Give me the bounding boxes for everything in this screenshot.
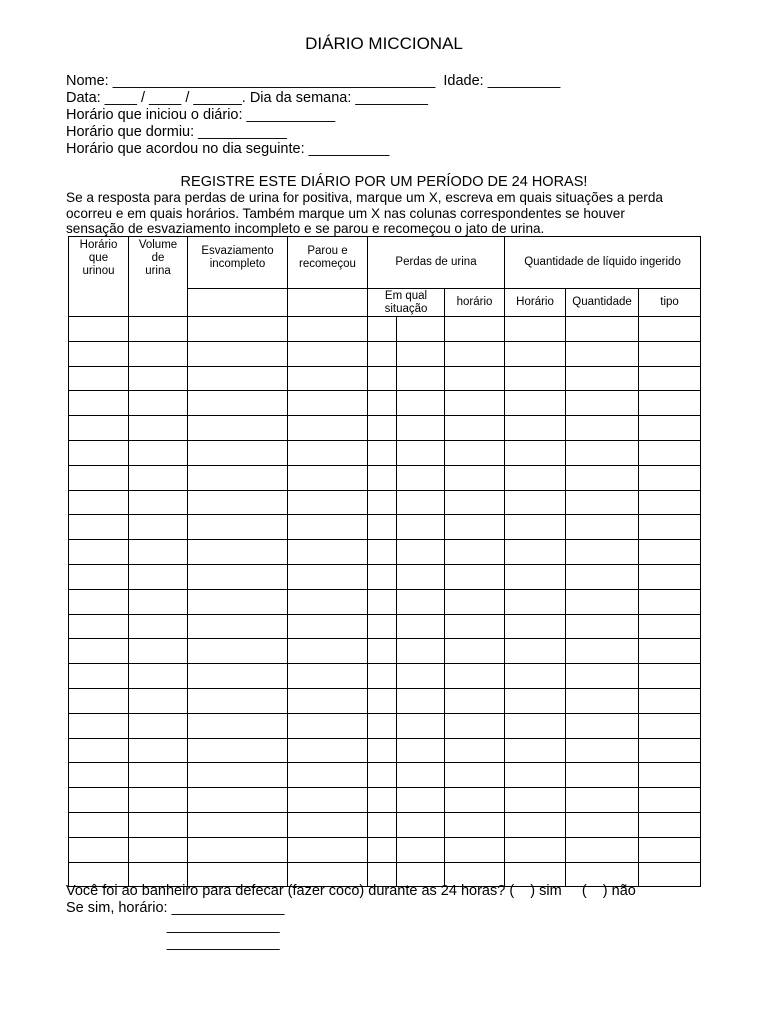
table-cell[interactable] bbox=[505, 490, 566, 515]
table-cell[interactable] bbox=[288, 788, 368, 813]
table-cell[interactable] bbox=[505, 341, 566, 366]
table-cell[interactable] bbox=[639, 664, 701, 689]
table-cell[interactable] bbox=[368, 837, 397, 862]
table-cell[interactable] bbox=[188, 713, 288, 738]
table-cell[interactable] bbox=[566, 341, 639, 366]
table-cell[interactable] bbox=[445, 490, 505, 515]
table-cell[interactable] bbox=[397, 812, 445, 837]
table-cell[interactable] bbox=[368, 391, 397, 416]
table-cell[interactable] bbox=[397, 440, 445, 465]
table-cell[interactable] bbox=[639, 788, 701, 813]
table-cell[interactable] bbox=[288, 515, 368, 540]
table-row bbox=[69, 391, 701, 416]
table-cell[interactable] bbox=[69, 416, 129, 441]
table-row bbox=[69, 664, 701, 689]
table-cell[interactable] bbox=[639, 614, 701, 639]
table-cell[interactable] bbox=[288, 341, 368, 366]
table-cell[interactable] bbox=[397, 341, 445, 366]
table-cell[interactable] bbox=[445, 391, 505, 416]
table-cell[interactable] bbox=[129, 837, 188, 862]
table-row bbox=[69, 738, 701, 763]
table-cell[interactable] bbox=[188, 788, 288, 813]
table-cell[interactable] bbox=[639, 589, 701, 614]
table-cell[interactable] bbox=[397, 589, 445, 614]
subheader-horario-liquido: Horário bbox=[505, 289, 566, 317]
table-row bbox=[69, 614, 701, 639]
table-cell[interactable] bbox=[368, 664, 397, 689]
table-cell[interactable] bbox=[129, 738, 188, 763]
wake-time-line: Horário que acordou no dia seguinte: __________ bbox=[66, 141, 390, 157]
table-cell[interactable] bbox=[639, 391, 701, 416]
table-cell[interactable] bbox=[639, 812, 701, 837]
table-cell[interactable] bbox=[188, 317, 288, 342]
table-cell[interactable] bbox=[445, 465, 505, 490]
table-cell[interactable] bbox=[639, 763, 701, 788]
table-cell[interactable] bbox=[129, 366, 188, 391]
table-row bbox=[69, 540, 701, 565]
table-cell[interactable] bbox=[188, 837, 288, 862]
table-cell[interactable] bbox=[288, 837, 368, 862]
header-parou-recomecou: Parou e recomeçou bbox=[288, 237, 368, 289]
table-cell[interactable] bbox=[368, 515, 397, 540]
table-cell[interactable] bbox=[445, 763, 505, 788]
table-cell[interactable] bbox=[397, 490, 445, 515]
table-cell[interactable] bbox=[368, 564, 397, 589]
table-cell[interactable] bbox=[368, 738, 397, 763]
table-cell[interactable] bbox=[69, 440, 129, 465]
table-cell[interactable] bbox=[188, 664, 288, 689]
table-cell[interactable] bbox=[397, 788, 445, 813]
defecation-time-line: Se sim, horário: ______________ bbox=[66, 900, 285, 916]
table-cell[interactable] bbox=[69, 639, 129, 664]
name-age-line: Nome: ________________________________________ Idade: _________ bbox=[66, 73, 561, 89]
table-row bbox=[69, 465, 701, 490]
table-cell[interactable] bbox=[129, 490, 188, 515]
table-cell[interactable] bbox=[188, 540, 288, 565]
table-cell[interactable] bbox=[505, 664, 566, 689]
table-cell[interactable] bbox=[288, 614, 368, 639]
table-cell[interactable] bbox=[129, 763, 188, 788]
table-row bbox=[69, 763, 701, 788]
table-cell[interactable] bbox=[445, 688, 505, 713]
table-cell[interactable] bbox=[188, 763, 288, 788]
table-cell[interactable] bbox=[505, 688, 566, 713]
table-cell[interactable] bbox=[505, 788, 566, 813]
table-cell[interactable] bbox=[188, 366, 288, 391]
subheader-quantidade: Quantidade bbox=[566, 289, 639, 317]
table-cell[interactable] bbox=[505, 589, 566, 614]
table-cell[interactable] bbox=[188, 738, 288, 763]
table-cell[interactable] bbox=[566, 465, 639, 490]
instruction-line: Se a resposta para perdas de urina for positiva, marque um X, escreva em quais situações a perda bbox=[66, 190, 663, 205]
table-cell[interactable] bbox=[188, 589, 288, 614]
table-cell[interactable] bbox=[397, 416, 445, 441]
table-cell[interactable] bbox=[639, 440, 701, 465]
table-cell[interactable] bbox=[288, 540, 368, 565]
diary-start-line: Horário que iniciou o diário: ___________ bbox=[66, 107, 336, 123]
table-cell[interactable] bbox=[69, 515, 129, 540]
table-cell[interactable] bbox=[368, 614, 397, 639]
table-row bbox=[69, 564, 701, 589]
table-cell[interactable] bbox=[505, 837, 566, 862]
table-cell[interactable] bbox=[288, 713, 368, 738]
date-weekday-line: Data: ____ / ____ / ______. Dia da semana: _________ bbox=[66, 90, 428, 106]
instructions bbox=[66, 190, 706, 237]
table-cell[interactable] bbox=[566, 639, 639, 664]
table-row bbox=[69, 515, 701, 540]
table-cell[interactable] bbox=[368, 490, 397, 515]
table-cell[interactable] bbox=[129, 540, 188, 565]
table-cell[interactable] bbox=[368, 812, 397, 837]
table-cell[interactable] bbox=[397, 366, 445, 391]
table-cell[interactable] bbox=[368, 416, 397, 441]
table-row bbox=[69, 788, 701, 813]
table-cell[interactable] bbox=[69, 540, 129, 565]
table-cell[interactable] bbox=[566, 713, 639, 738]
table-cell[interactable] bbox=[566, 490, 639, 515]
table-cell[interactable] bbox=[129, 713, 188, 738]
table-cell[interactable] bbox=[566, 366, 639, 391]
table-cell[interactable] bbox=[639, 490, 701, 515]
table-cell[interactable] bbox=[288, 589, 368, 614]
table-row bbox=[69, 589, 701, 614]
page-title: DIÁRIO MICCIONAL bbox=[305, 34, 463, 53]
table-cell[interactable] bbox=[566, 564, 639, 589]
table-cell[interactable] bbox=[397, 465, 445, 490]
table-cell[interactable] bbox=[188, 688, 288, 713]
table-cell[interactable] bbox=[129, 664, 188, 689]
table-cell[interactable] bbox=[129, 639, 188, 664]
table-cell[interactable] bbox=[445, 713, 505, 738]
table-cell[interactable] bbox=[368, 540, 397, 565]
table-cell[interactable] bbox=[69, 589, 129, 614]
table-cell[interactable] bbox=[639, 688, 701, 713]
table-cell[interactable] bbox=[69, 738, 129, 763]
table-cell[interactable] bbox=[69, 713, 129, 738]
table-cell[interactable] bbox=[445, 664, 505, 689]
table-cell[interactable] bbox=[505, 713, 566, 738]
table-cell[interactable] bbox=[445, 366, 505, 391]
table-cell[interactable] bbox=[639, 862, 701, 887]
subheader-blank bbox=[188, 289, 288, 317]
table-cell[interactable] bbox=[129, 614, 188, 639]
table-cell[interactable] bbox=[505, 515, 566, 540]
table-cell[interactable] bbox=[397, 713, 445, 738]
table-cell[interactable] bbox=[566, 664, 639, 689]
table-cell[interactable] bbox=[639, 416, 701, 441]
table-cell[interactable] bbox=[566, 589, 639, 614]
table-cell[interactable] bbox=[639, 738, 701, 763]
table-cell[interactable] bbox=[129, 788, 188, 813]
table-cell[interactable] bbox=[368, 366, 397, 391]
table-cell[interactable] bbox=[566, 416, 639, 441]
table-cell[interactable] bbox=[639, 341, 701, 366]
table-cell[interactable] bbox=[129, 391, 188, 416]
table-cell[interactable] bbox=[129, 812, 188, 837]
table-cell[interactable] bbox=[129, 564, 188, 589]
table-cell[interactable] bbox=[639, 564, 701, 589]
table-cell[interactable] bbox=[639, 366, 701, 391]
table-cell[interactable] bbox=[505, 639, 566, 664]
table-cell[interactable] bbox=[69, 837, 129, 862]
table-cell[interactable] bbox=[397, 564, 445, 589]
table-cell[interactable] bbox=[69, 614, 129, 639]
table-cell[interactable] bbox=[397, 639, 445, 664]
defecation-time-line: ______________ bbox=[66, 918, 280, 934]
table-cell[interactable] bbox=[288, 416, 368, 441]
table-cell[interactable] bbox=[445, 540, 505, 565]
table-cell[interactable] bbox=[69, 812, 129, 837]
table-cell[interactable] bbox=[445, 589, 505, 614]
table-cell[interactable] bbox=[397, 614, 445, 639]
table-cell[interactable] bbox=[69, 564, 129, 589]
table-cell[interactable] bbox=[445, 812, 505, 837]
instruction-line: sensação de esvaziamento incompleto e se parou e recomeçou o jato de urina. bbox=[66, 221, 545, 236]
table-cell[interactable] bbox=[188, 465, 288, 490]
table-cell[interactable] bbox=[288, 564, 368, 589]
table-cell[interactable] bbox=[288, 763, 368, 788]
table-cell[interactable] bbox=[445, 341, 505, 366]
table-cell[interactable] bbox=[445, 440, 505, 465]
table-cell[interactable] bbox=[445, 639, 505, 664]
table-cell[interactable] bbox=[639, 317, 701, 342]
table-cell[interactable] bbox=[69, 664, 129, 689]
table-cell[interactable] bbox=[566, 763, 639, 788]
table-cell[interactable] bbox=[505, 416, 566, 441]
table-cell[interactable] bbox=[69, 490, 129, 515]
voiding-diary-table bbox=[68, 236, 701, 887]
table-cell[interactable] bbox=[505, 812, 566, 837]
table-row bbox=[69, 812, 701, 837]
table-cell[interactable] bbox=[288, 440, 368, 465]
table-cell[interactable] bbox=[368, 341, 397, 366]
subheader-horario-perda: horário bbox=[445, 289, 505, 317]
table-cell[interactable] bbox=[639, 515, 701, 540]
table-cell[interactable] bbox=[368, 317, 397, 342]
table-cell[interactable] bbox=[445, 738, 505, 763]
table-cell[interactable] bbox=[188, 812, 288, 837]
table-cell[interactable] bbox=[288, 391, 368, 416]
table-row bbox=[69, 341, 701, 366]
table-cell[interactable] bbox=[69, 688, 129, 713]
table-cell[interactable] bbox=[639, 639, 701, 664]
table-cell[interactable] bbox=[129, 416, 188, 441]
table-cell[interactable] bbox=[288, 639, 368, 664]
table-cell[interactable] bbox=[288, 664, 368, 689]
table-row bbox=[69, 688, 701, 713]
header-perdas-de-urina: Perdas de urina bbox=[368, 237, 505, 289]
table-cell[interactable] bbox=[188, 341, 288, 366]
table-cell[interactable] bbox=[129, 317, 188, 342]
header-horario-que-urinou: Horário que urinou bbox=[69, 237, 129, 317]
table-cell[interactable] bbox=[505, 440, 566, 465]
subheader-tipo: tipo bbox=[639, 289, 701, 317]
table-cell[interactable] bbox=[69, 391, 129, 416]
table-cell[interactable] bbox=[566, 540, 639, 565]
table-cell[interactable] bbox=[188, 440, 288, 465]
table-cell[interactable] bbox=[505, 738, 566, 763]
table-row bbox=[69, 837, 701, 862]
table-cell[interactable] bbox=[188, 416, 288, 441]
subheader-em-qual-situacao: Em qual situação bbox=[368, 289, 445, 317]
table-cell[interactable] bbox=[505, 391, 566, 416]
table-cell[interactable] bbox=[69, 317, 129, 342]
table-cell[interactable] bbox=[397, 515, 445, 540]
table-cell[interactable] bbox=[129, 440, 188, 465]
table-cell[interactable] bbox=[368, 465, 397, 490]
table-cell[interactable] bbox=[188, 391, 288, 416]
table-cell[interactable] bbox=[445, 614, 505, 639]
table-cell[interactable] bbox=[188, 490, 288, 515]
table-cell[interactable] bbox=[368, 713, 397, 738]
header-esvaziamento-incompleto: Esvaziamento incompleto bbox=[188, 237, 288, 289]
table-cell[interactable] bbox=[445, 416, 505, 441]
table-cell[interactable] bbox=[445, 837, 505, 862]
table-cell[interactable] bbox=[188, 515, 288, 540]
table-cell[interactable] bbox=[69, 763, 129, 788]
table-cell[interactable] bbox=[129, 465, 188, 490]
table-cell[interactable] bbox=[505, 366, 566, 391]
table-cell[interactable] bbox=[129, 688, 188, 713]
table-cell[interactable] bbox=[505, 564, 566, 589]
table-cell[interactable] bbox=[368, 688, 397, 713]
table-cell[interactable] bbox=[566, 440, 639, 465]
table-cell[interactable] bbox=[69, 341, 129, 366]
table-cell[interactable] bbox=[566, 812, 639, 837]
table-cell[interactable] bbox=[288, 490, 368, 515]
header-volume-de-urina: Volume de urina bbox=[129, 237, 188, 317]
table-cell[interactable] bbox=[505, 763, 566, 788]
defecation-time-line: ______________ bbox=[66, 935, 280, 951]
table-cell[interactable] bbox=[69, 366, 129, 391]
table-cell[interactable] bbox=[188, 564, 288, 589]
instruction-line: ocorreu e em quais horários. Também marque um X nas colunas correspondentes se houver bbox=[66, 205, 625, 221]
table-cell[interactable] bbox=[566, 391, 639, 416]
table-cell[interactable] bbox=[397, 837, 445, 862]
table-cell[interactable] bbox=[188, 614, 288, 639]
sleep-time-line: Horário que dormiu: ___________ bbox=[66, 124, 287, 140]
table-cell[interactable] bbox=[566, 614, 639, 639]
table-row bbox=[69, 366, 701, 391]
table-cell[interactable] bbox=[69, 788, 129, 813]
table-cell[interactable] bbox=[397, 763, 445, 788]
table-cell[interactable] bbox=[397, 540, 445, 565]
table-cell[interactable] bbox=[397, 391, 445, 416]
table-header-row bbox=[69, 237, 701, 289]
table-cell[interactable] bbox=[129, 589, 188, 614]
table-cell[interactable] bbox=[566, 837, 639, 862]
table-cell[interactable] bbox=[368, 589, 397, 614]
table-cell[interactable] bbox=[288, 738, 368, 763]
table-cell[interactable] bbox=[505, 317, 566, 342]
table-row bbox=[69, 713, 701, 738]
table-cell[interactable] bbox=[368, 440, 397, 465]
table-cell[interactable] bbox=[505, 540, 566, 565]
register-heading: REGISTRE ESTE DIÁRIO POR UM PERÍODO DE 24 HORAS! bbox=[180, 174, 588, 190]
table-row bbox=[69, 416, 701, 441]
table-row bbox=[69, 317, 701, 342]
table-cell[interactable] bbox=[288, 688, 368, 713]
table-cell[interactable] bbox=[188, 639, 288, 664]
table-cell[interactable] bbox=[505, 614, 566, 639]
table-cell[interactable] bbox=[639, 465, 701, 490]
table-cell[interactable] bbox=[288, 317, 368, 342]
table-cell[interactable] bbox=[397, 317, 445, 342]
table-cell[interactable] bbox=[505, 465, 566, 490]
table-cell[interactable] bbox=[639, 837, 701, 862]
header-quantidade-liquido: Quantidade de líquido ingerido bbox=[505, 237, 701, 289]
table-cell[interactable] bbox=[639, 540, 701, 565]
table-cell[interactable] bbox=[445, 564, 505, 589]
table-cell[interactable] bbox=[129, 515, 188, 540]
table-cell[interactable] bbox=[397, 688, 445, 713]
table-row bbox=[69, 639, 701, 664]
table-cell[interactable] bbox=[368, 639, 397, 664]
table-row bbox=[69, 440, 701, 465]
table-cell[interactable] bbox=[445, 788, 505, 813]
defecation-question: Você foi ao banheiro para defecar (fazer coco) durante as 24 horas? ( ) sim ( ) não bbox=[66, 883, 636, 899]
table-cell[interactable] bbox=[566, 515, 639, 540]
table-cell[interactable] bbox=[397, 738, 445, 763]
table-cell[interactable] bbox=[566, 788, 639, 813]
table-cell[interactable] bbox=[566, 688, 639, 713]
table-cell[interactable] bbox=[639, 713, 701, 738]
table-cell[interactable] bbox=[566, 317, 639, 342]
table-cell[interactable] bbox=[566, 738, 639, 763]
table-cell[interactable] bbox=[129, 341, 188, 366]
table-cell[interactable] bbox=[368, 788, 397, 813]
table-cell[interactable] bbox=[288, 465, 368, 490]
table-cell[interactable] bbox=[445, 515, 505, 540]
table-cell[interactable] bbox=[368, 763, 397, 788]
table-cell[interactable] bbox=[397, 664, 445, 689]
table-cell[interactable] bbox=[288, 812, 368, 837]
table-row bbox=[69, 490, 701, 515]
table-cell[interactable] bbox=[288, 366, 368, 391]
table-cell[interactable] bbox=[69, 465, 129, 490]
table-cell[interactable] bbox=[445, 317, 505, 342]
subheader-blank bbox=[288, 289, 368, 317]
